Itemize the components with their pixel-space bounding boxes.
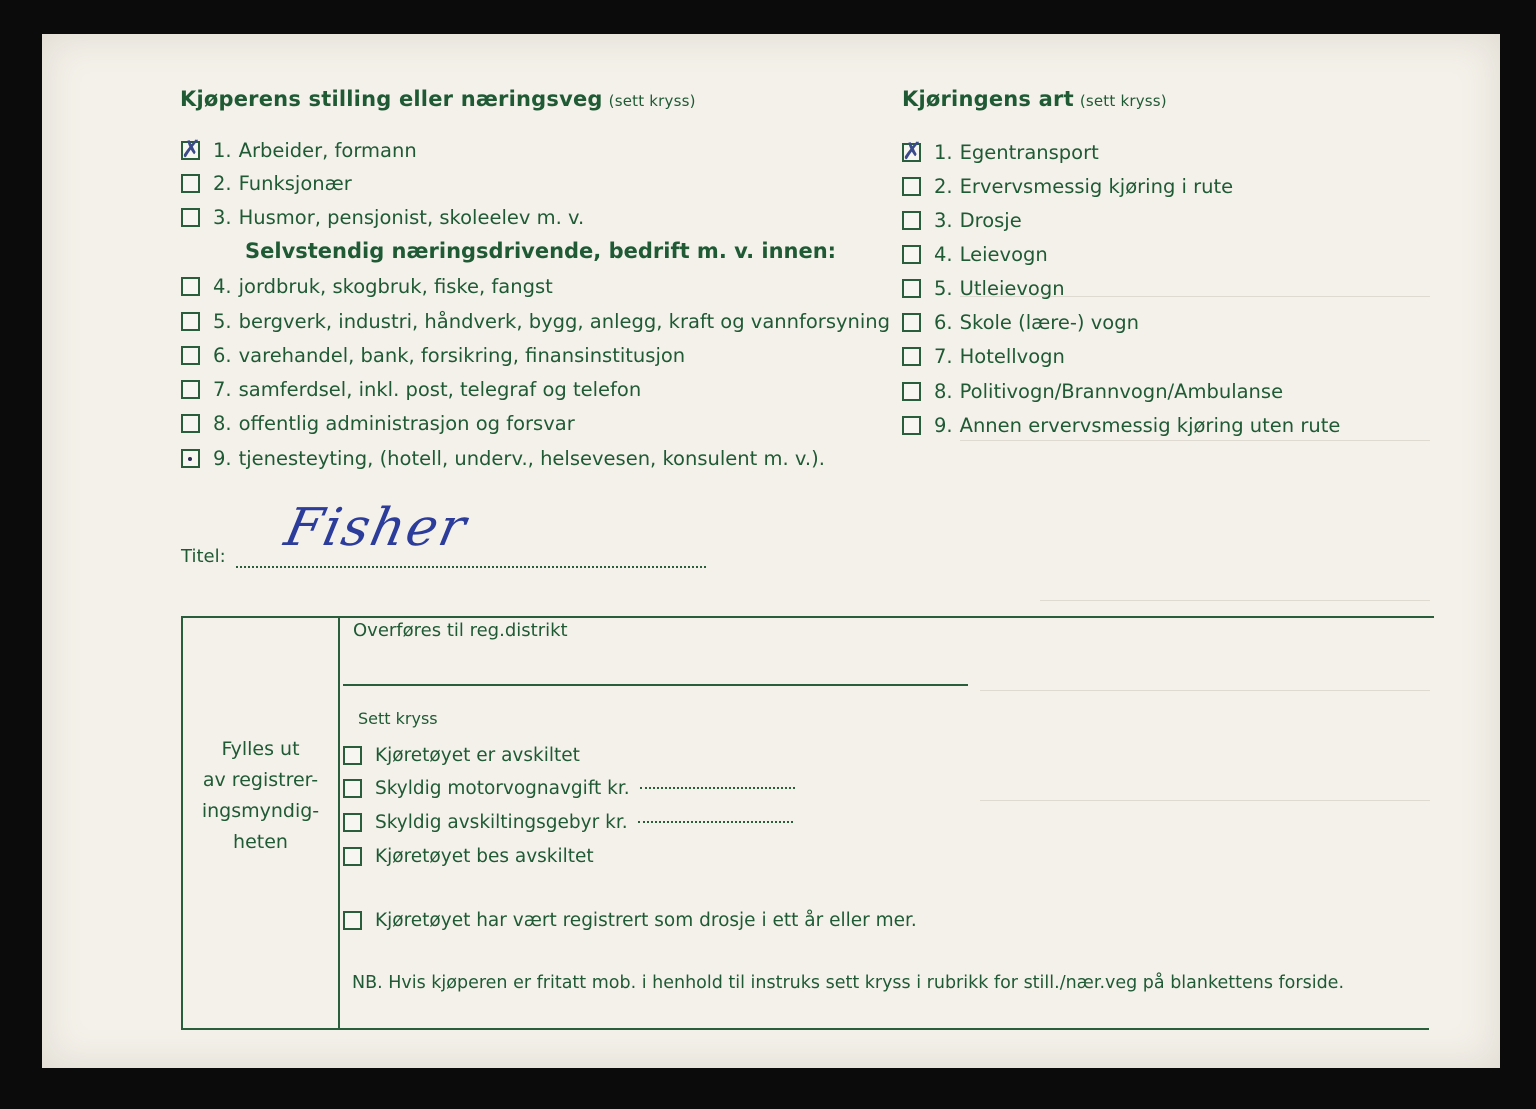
right-heading-note: (sett kryss) bbox=[1079, 92, 1167, 110]
registry-3-checkbox[interactable] bbox=[343, 813, 362, 832]
driving-type-7-label: Hotellvogn bbox=[959, 344, 1065, 368]
registry-2-amount-line[interactable] bbox=[640, 787, 795, 789]
registry-4-item bbox=[343, 843, 594, 869]
occupation-6-label: varehandel, bank, forsikring, finansinstitusjon bbox=[238, 343, 686, 367]
occupation-4-item bbox=[181, 273, 553, 299]
occupation-6-checkbox[interactable] bbox=[181, 346, 200, 365]
driving-type-4-number: 4. bbox=[934, 242, 953, 266]
driving-type-3-label: Drosje bbox=[959, 208, 1022, 232]
occupation-9-number: 9. bbox=[213, 446, 232, 470]
driving-type-4-label: Leievogn bbox=[959, 242, 1048, 266]
driving-type-3-number: 3. bbox=[934, 208, 953, 232]
ink-dot-icon bbox=[188, 457, 192, 461]
occupation-6-item bbox=[181, 342, 685, 368]
registry-1-label: Kjøretøyet er avskiltet bbox=[375, 744, 580, 766]
titel-dotted-line[interactable] bbox=[236, 566, 706, 568]
driving-type-3-item bbox=[902, 207, 1022, 233]
occupation-5-number: 5. bbox=[213, 309, 232, 333]
driving-type-5-item bbox=[902, 275, 1065, 301]
nb-text: NB. Hvis kjøperen er fritatt mob. i henhold til instruks sett kryss i rubrikk for still./nær.veg på blankettens forside. bbox=[352, 973, 1345, 993]
occupation-8-number: 8. bbox=[213, 411, 232, 435]
drosje-item bbox=[343, 907, 917, 933]
sett-kryss-label: Sett kryss bbox=[358, 709, 438, 728]
registry-3-amount-line[interactable] bbox=[638, 821, 793, 823]
registry-1-checkbox[interactable] bbox=[343, 746, 362, 765]
left-heading-note: (sett kryss) bbox=[608, 92, 696, 110]
occupation-7-checkbox[interactable] bbox=[181, 380, 200, 399]
registry-3-label: Skyldig avskiltingsgebyr kr. bbox=[375, 811, 628, 833]
occupation-7-number: 7. bbox=[213, 377, 232, 401]
registry-2-checkbox[interactable] bbox=[343, 779, 362, 798]
registry-box-top-line bbox=[181, 616, 1434, 618]
driving-type-9-checkbox[interactable] bbox=[902, 416, 921, 435]
occupation-7-item bbox=[181, 376, 641, 402]
driving-type-9-item bbox=[902, 412, 1340, 438]
titel-label: Titel: bbox=[181, 546, 226, 567]
driving-type-8-number: 8. bbox=[934, 379, 953, 403]
driving-type-6-checkbox[interactable] bbox=[902, 313, 921, 332]
occupation-8-label: offentlig administrasjon og forsvar bbox=[238, 411, 575, 435]
driving-type-2-item bbox=[902, 173, 1233, 199]
occupation-2-item bbox=[181, 170, 352, 196]
left-heading bbox=[180, 87, 696, 111]
driving-type-9-number: 9. bbox=[934, 413, 953, 437]
occupation-1-item bbox=[181, 134, 417, 163]
occupation-7-label: samferdsel, inkl. post, telegraf og telefon bbox=[238, 377, 642, 401]
driving-type-5-number: 5. bbox=[934, 276, 953, 300]
bleed-line bbox=[960, 440, 1430, 441]
driving-type-9-label: Annen ervervsmessig kjøring uten rute bbox=[959, 413, 1341, 437]
registry-2-label: Skyldig motorvognavgift kr. bbox=[375, 777, 630, 799]
driving-type-3-checkbox[interactable] bbox=[902, 211, 921, 230]
occupation-2-label: Funksjonær bbox=[238, 171, 352, 195]
driving-type-2-number: 2. bbox=[934, 174, 953, 198]
occupation-5-label: bergverk, industri, håndverk, bygg, anlegg, kraft og vannforsyning bbox=[238, 309, 891, 333]
occupation-2-number: 2. bbox=[213, 171, 232, 195]
occupation-5-item bbox=[181, 308, 890, 334]
occupation-9-label: tjenesteyting, (hotell, underv., helsevesen, konsulent m. v.). bbox=[238, 446, 825, 470]
occupation-3-item bbox=[181, 204, 584, 230]
right-heading-text: Kjøringens art bbox=[902, 87, 1074, 111]
driving-type-8-label: Politivogn/Brannvogn/Ambulanse bbox=[959, 379, 1284, 403]
driving-type-7-checkbox[interactable] bbox=[902, 347, 921, 366]
drosje-checkbox[interactable] bbox=[343, 911, 362, 930]
driving-type-2-label: Ervervsmessig kjøring i rute bbox=[959, 174, 1234, 198]
driving-type-5-checkbox[interactable] bbox=[902, 279, 921, 298]
occupation-1-checkbox[interactable] bbox=[181, 134, 202, 163]
driving-type-2-checkbox[interactable] bbox=[902, 177, 921, 196]
driving-type-7-item bbox=[902, 343, 1065, 369]
registry-side-label: Fylles ut av registrer- ingsmyndig- heten bbox=[201, 738, 320, 853]
occupation-4-number: 4. bbox=[213, 274, 232, 298]
left-subheading: Selvstendig næringsdrivende, bedrift m. v. innen: bbox=[245, 239, 837, 263]
occupation-3-checkbox[interactable] bbox=[181, 208, 200, 227]
registry-box-bottom-line bbox=[181, 1028, 1428, 1030]
driving-type-4-checkbox[interactable] bbox=[902, 245, 921, 264]
occupation-8-item bbox=[181, 410, 575, 436]
occupation-6-number: 6. bbox=[213, 343, 232, 367]
left-heading-text: Kjøperens stilling eller næringsveg bbox=[180, 87, 603, 111]
occupation-5-checkbox[interactable] bbox=[181, 312, 200, 331]
right-heading bbox=[902, 87, 1167, 111]
occupation-8-checkbox[interactable] bbox=[181, 414, 200, 433]
registry-2-item bbox=[343, 775, 795, 801]
driving-type-8-checkbox[interactable] bbox=[902, 382, 921, 401]
driving-type-4-item bbox=[902, 241, 1048, 267]
driving-type-7-number: 7. bbox=[934, 344, 953, 368]
driving-type-5-label: Utleievogn bbox=[959, 276, 1065, 300]
occupation-1-label: Arbeider, formann bbox=[238, 138, 417, 162]
registry-4-label: Kjøretøyet bes avskiltet bbox=[375, 845, 594, 867]
registry-3-item bbox=[343, 809, 793, 835]
registry-box-divider bbox=[338, 616, 340, 1028]
transfer-line[interactable] bbox=[343, 684, 968, 686]
driving-type-1-item bbox=[902, 136, 1099, 165]
driving-type-1-number: 1. bbox=[934, 140, 953, 164]
transfer-label: Overføres til reg.distrikt bbox=[353, 620, 568, 641]
driving-type-6-item bbox=[902, 309, 1139, 335]
driving-type-1-label: Egentransport bbox=[959, 140, 1099, 164]
driving-type-8-item bbox=[902, 378, 1283, 404]
occupation-1-number: 1. bbox=[213, 138, 232, 162]
drosje-label: Kjøretøyet har vært registrert som drosje i ett år eller mer. bbox=[375, 909, 917, 931]
driving-type-1-checkbox[interactable] bbox=[902, 136, 923, 165]
occupation-4-label: jordbruk, skogbruk, fiske, fangst bbox=[238, 274, 553, 298]
occupation-3-label: Husmor, pensjonist, skoleelev m. v. bbox=[238, 205, 585, 229]
titel-signature: Fisher bbox=[279, 498, 473, 558]
bleed-line bbox=[1040, 600, 1430, 601]
check-x-icon: ✗ bbox=[181, 134, 202, 163]
registry-4-checkbox[interactable] bbox=[343, 847, 362, 866]
occupation-9-item bbox=[181, 445, 825, 471]
occupation-9-checkbox[interactable] bbox=[181, 449, 200, 468]
driving-type-6-label: Skole (lære-) vogn bbox=[959, 310, 1139, 334]
driving-type-6-number: 6. bbox=[934, 310, 953, 334]
occupation-3-number: 3. bbox=[213, 205, 232, 229]
occupation-2-checkbox[interactable] bbox=[181, 174, 200, 193]
check-x-icon: ✗ bbox=[902, 136, 923, 165]
occupation-4-checkbox[interactable] bbox=[181, 277, 200, 296]
registry-1-item bbox=[343, 742, 580, 768]
